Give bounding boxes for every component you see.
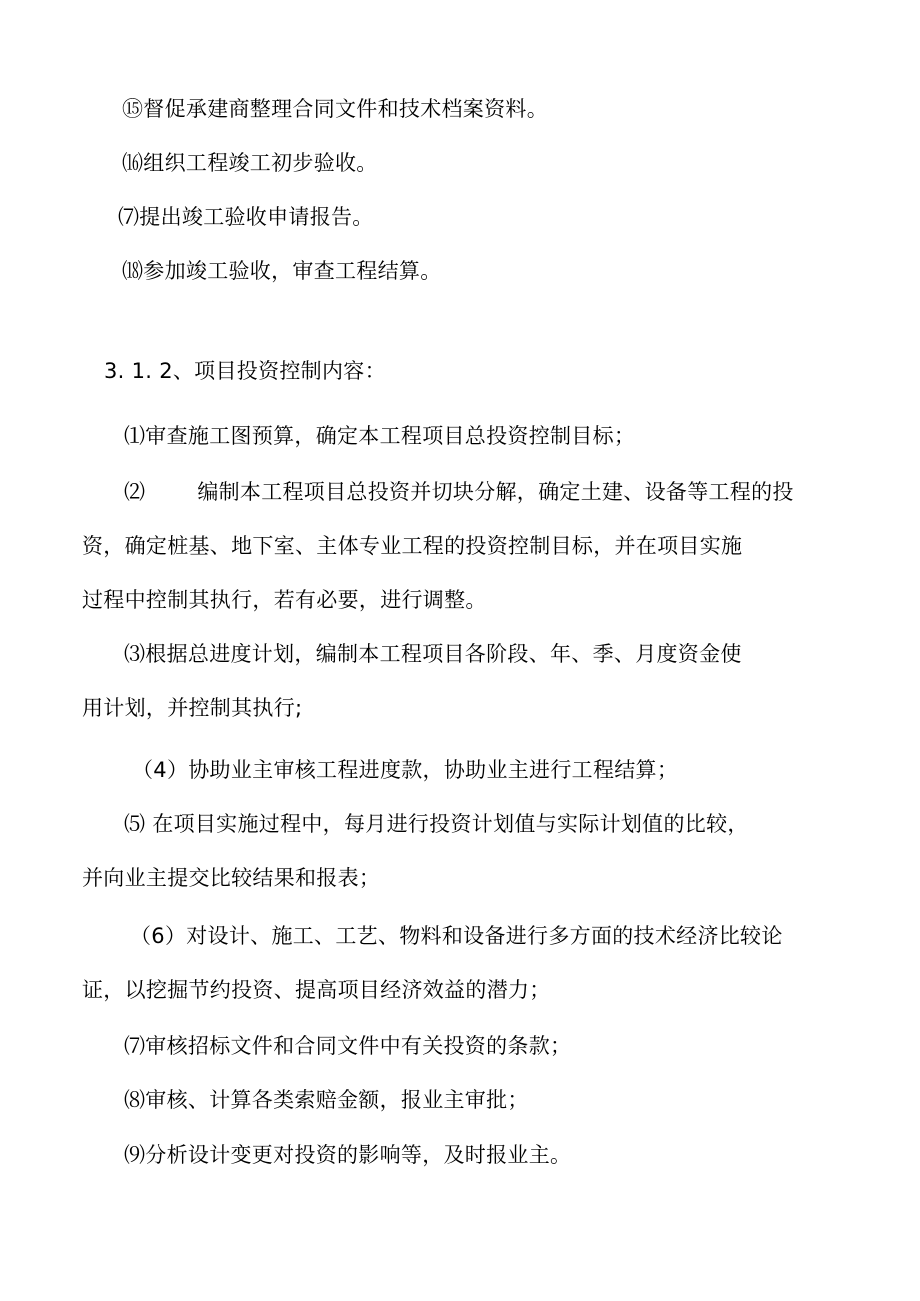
text-line-item-1: ⑴审查施工图预算，确定本工程项目总投资控制目标； — [124, 424, 636, 448]
text-line-item-4: （4）协助业主审核工程进度款，协助业主进行工程结算； — [132, 758, 679, 782]
text-line-item-7: ⑺审核招标文件和合同文件中有关投资的条款； — [124, 1034, 572, 1058]
text-line-item-9: ⑼分析设计变更对投资的影响等，及时报业主。 — [124, 1143, 572, 1167]
text-line-item-5-cont: 并向业主提交比较结果和报表； — [82, 866, 381, 890]
text-line-item-2-cont-1: 资，确定桩基、地下室、主体专业工程的投资控制目标，并在项目实施 — [82, 534, 743, 558]
text-line-item-5-first: ⑸ 在项目实施过程中，每月进行投资计划值与实际计划值的比较， — [124, 812, 749, 836]
text-line-final-acceptance: ⒅参加竣工验收，审查工程结算。 — [122, 259, 442, 283]
text-line-acceptance-application: ⑺提出竣工验收申请报告。 — [118, 205, 374, 229]
text-line-preliminary-acceptance: ⒃组织工程竣工初步验收。 — [122, 151, 378, 175]
text-line-item-3-cont: 用计划，并控制其执行; — [82, 696, 303, 720]
text-line-item-2-first — [124, 477, 794, 507]
text-line-item-3-first: ⑶根据总进度计划，编制本工程项目各阶段、年、季、月度资金使 — [124, 642, 742, 666]
item-2-marker: ⑵ — [124, 480, 146, 504]
text-line-item-8: ⑻审核、计算各类索赔金额，报业主审批； — [124, 1088, 529, 1112]
text-line-item-6-first: （6）对设计、施工、工艺、物料和设备进行多方面的技术经济比较论 — [130, 924, 783, 948]
text-line-supervise-archives: ⑮督促承建商整理合同文件和技术档案资料。 — [122, 97, 548, 121]
item-2-text: 编制本工程项目总投资并切块分解，确定土建、设备等工程的投 — [197, 480, 794, 504]
section-heading-investment-control: 3. 1. 2、项目投资控制内容： — [104, 359, 386, 383]
text-line-item-2-cont-2: 过程中控制其执行，若有必要，进行调整。 — [82, 588, 487, 612]
text-line-item-6-cont: 证，以挖掘节约投资、提高项目经济效益的潜力； — [82, 978, 551, 1002]
